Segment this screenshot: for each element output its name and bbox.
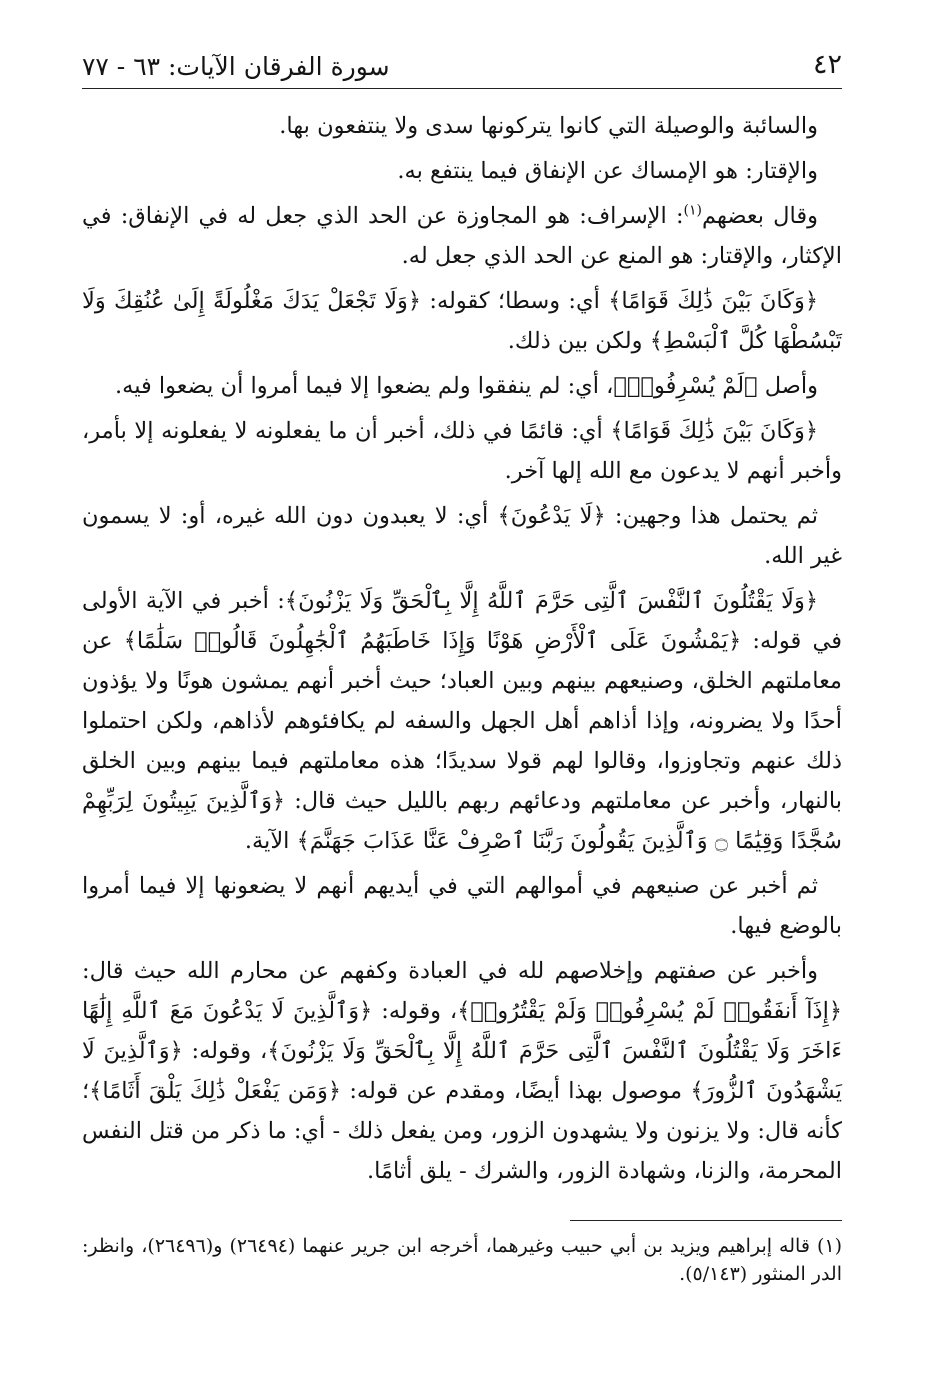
- quran-verse: ﴿وَٱلَّذِينَ لَا يَدْعُونَ مَعَ ٱللَّهِ إِلَٰهًا ءَاخَرَ وَلَا يَقْتُلُونَ ٱلنَّفْسَ ٱلَّتِى حَرَّمَ ٱللَّهُ إِلَّا بِٱلْحَقِّ وَلَا يَزْنُونَ﴾: [82, 998, 843, 1064]
- text-segment: : أخبر في الآية الأولى في قوله:: [82, 588, 842, 654]
- text-segment: الآية.: [244, 828, 297, 854]
- text-segment: ، أي: لم ينفقوا ولم يضعوا إلا فيما أمروا أن يضعوا فيه.: [114, 373, 614, 399]
- paragraph: [82, 866, 842, 946]
- paragraph: [82, 151, 842, 191]
- page-header: [82, 44, 842, 89]
- quran-verse: ﴿وَٱلَّذِينَ لَا يَشْهَدُونَ ٱلزُّورَ﴾: [82, 1038, 842, 1104]
- main-text: [82, 106, 842, 1196]
- text-segment: عن معاملتهم الخلق، وصنيعهم بينهم وبين العباد؛ حيث أخبر أنهم يمشون هونًا ولا يؤذون أحدًا ولا يضرونه، وإذا أذاهم أهل الجهل والسفه لم يكافئوهم لأذاهم، ولكن احتملوا ذلك عنهم وتجاوزوا، وقالوا لهم قولا سديدًا؛ هذه معاملتهم فيما بينهم وبين الخلق بالنهار، وأخبر عن معاملتهم ودعائهم ربهم بالليل حيث قال:: [82, 628, 843, 814]
- paragraph: [82, 281, 842, 361]
- quran-verse: ﴿إِذَآ أَنفَقُوا۟ لَمْ يُسْرِفُوا۟ وَلَمْ يَقْتُرُوا۟﴾: [457, 998, 843, 1024]
- text-segment: ؛ كأنه قال: ولا يزنون ولا يشهدون الزور، ومن يفعل ذلك - أي: ما ذكر من قتل النفس المحرمة، والزنا، وشهادة الزور، والشرك - يلق أثامًا.: [82, 1078, 842, 1184]
- text-segment: ولكن بين ذلك.: [507, 328, 650, 354]
- text-segment: ، وقوله:: [372, 998, 458, 1024]
- paragraph: [82, 411, 842, 491]
- text-segment: موصول بهذا أيضًا، ومقدم عن قوله:: [341, 1078, 691, 1104]
- text-segment: وأخبر عن صفتهم وإخلاصهم لله في العبادة وكفهم عن محارم الله حيث قال:: [82, 958, 818, 984]
- footnote-divider: [570, 1220, 842, 1221]
- quran-verse: ﴿وَكَانَ بَيْنَ ذَٰلِكَ قَوَامًا﴾: [610, 418, 818, 444]
- footnote-ref: (١): [683, 202, 702, 219]
- text-segment: وقال بعضهم: [702, 203, 818, 229]
- text-segment: والإقتار: هو الإمساك عن الإنفاق فيما ينتفع به.: [397, 158, 818, 184]
- text-segment: أي: لا يعبدون دون الله غيره، أو: لا يسمون غير الله.: [82, 503, 842, 569]
- quran-verse: ﴿وَلَا تَجْعَلْ يَدَكَ مَغْلُولَةً إِلَىٰ عُنُقِكَ وَلَا تَبْسُطْهَا كُلَّ ٱلْبَسْطِ﴾: [82, 288, 842, 354]
- text-segment: أي: وسطا؛ كقوله:: [421, 288, 609, 314]
- text-segment: ثم أخبر عن صنيعهم في أموالهم التي في أيديهم أنهم لا يضعونها إلا فيما أمروا بالوضع فيها.: [82, 873, 842, 939]
- paragraph: [82, 196, 842, 276]
- running-title: سورة الفرقان الآيات: ٦٣ - ٧٧: [82, 52, 390, 81]
- text-segment: أي: قائمًا في ذلك، أخبر أن ما يفعلونه لا يفعلونه إلا بأمر، وأخبر أنهم لا يدعون مع الله إلها آخر.: [82, 418, 842, 484]
- paragraph: [82, 581, 842, 861]
- paragraph: [82, 106, 842, 146]
- footnote: (١) قاله إبراهيم ويزيد بن أبي حبيب وغيرهما، أخرجه ابن جرير عنهما (٢٦٤٩٤) و(٢٦٤٩٦)، وانظر: الدر المنثور (٥/١٤٣).: [82, 1235, 842, 1285]
- quran-verse: ﴿وَمَن يَفْعَلْ ذَٰلِكَ يَلْقَ أَثَامًا﴾: [89, 1078, 342, 1104]
- text-segment: والسائبة والوصيلة التي كانوا يتركونها سدى ولا ينتفعون بها.: [279, 113, 818, 139]
- quran-verse: ﴿وَلَا يَقْتُلُونَ ٱلنَّفْسَ ٱلَّتِى حَرَّمَ ٱللَّهُ إِلَّا بِٱلْحَقِّ وَلَا يَزْنُونَ﴾: [284, 588, 819, 614]
- text-segment: وأصل: [757, 373, 818, 399]
- quran-verse: ﴿لَمْ يُسْرِفُوا۟﴾: [613, 373, 758, 399]
- text-segment: : الإسراف: هو المجاوزة عن الحد الذي جعل له في الإنفاق: في الإكثار، والإقتار: هو المنع عن الحد الذي جعل له.: [82, 203, 842, 269]
- paragraph: [82, 496, 842, 576]
- quran-verse: ﴿لَا يَدْعُونَ﴾: [497, 503, 606, 529]
- page-number: ٤٢: [812, 49, 842, 80]
- quran-verse: ﴿وَٱلَّذِينَ يَبِيتُونَ لِرَبِّهِمْ سُجَّدًا وَقِيَٰمًا ۝ وَٱلَّذِينَ يَقُولُونَ رَبَّنَا ٱصْرِفْ عَنَّا عَذَابَ جَهَنَّمَ﴾: [82, 788, 842, 854]
- text-segment: ، وقوله:: [182, 1038, 268, 1064]
- text-segment: ثم يحتمل هذا وجهين:: [605, 503, 818, 529]
- quran-verse: ﴿يَمْشُونَ عَلَى ٱلْأَرْضِ هَوْنًا وَإِذَا خَاطَبَهُمُ ٱلْجَٰهِلُونَ قَالُوا۟ سَلَٰمًا﴾: [123, 628, 742, 654]
- quran-verse: ﴿وَكَانَ بَيْنَ ذَٰلِكَ قَوَامًا﴾: [608, 288, 819, 314]
- paragraph: [82, 366, 842, 406]
- paragraph: [82, 951, 842, 1191]
